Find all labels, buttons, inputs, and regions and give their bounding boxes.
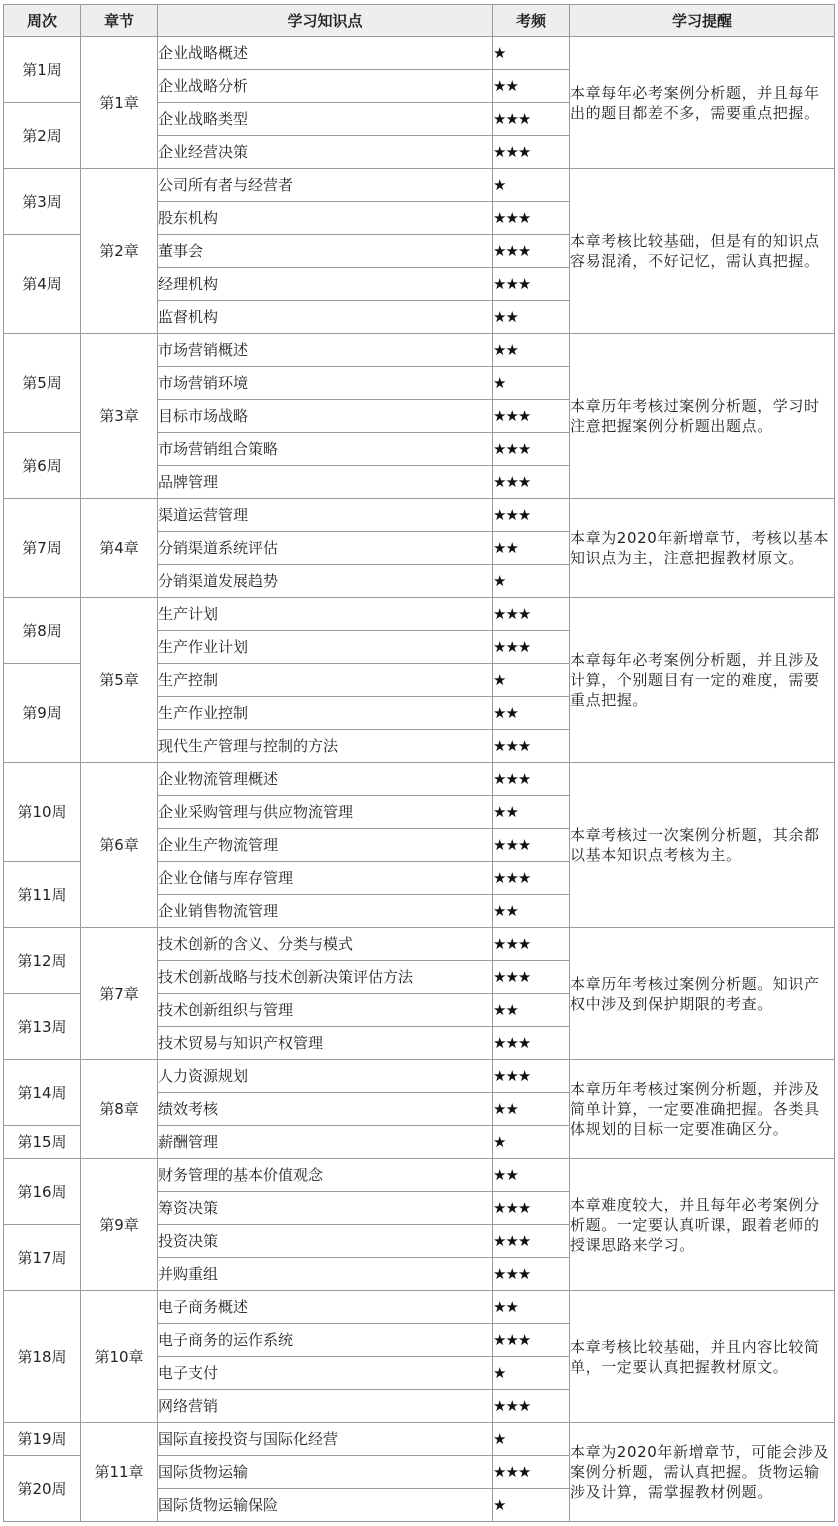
week-header: 周次 — [4, 5, 81, 37]
frequency-stars: ★★★ — [493, 1192, 570, 1225]
chapter-cell: 第1章 — [81, 37, 158, 169]
frequency-stars: ★★★ — [493, 1390, 570, 1423]
topic-cell: 渠道运营管理 — [158, 499, 493, 532]
table-row — [4, 334, 835, 367]
frequency-stars: ★★★ — [493, 961, 570, 994]
topic-cell: 股东机构 — [158, 202, 493, 235]
frequency-stars: ★★★ — [493, 1225, 570, 1258]
week-cell: 第2周 — [4, 103, 81, 169]
frequency-stars: ★★★ — [493, 103, 570, 136]
topic-cell: 薪酬管理 — [158, 1126, 493, 1159]
topic-header: 学习知识点 — [158, 5, 493, 37]
frequency-stars: ★★ — [493, 334, 570, 367]
week-cell: 第13周 — [4, 994, 81, 1060]
topic-cell: 生产计划 — [158, 598, 493, 631]
topic-cell: 国际货物运输 — [158, 1456, 493, 1489]
topic-cell: 目标市场战略 — [158, 400, 493, 433]
table-row — [4, 1423, 835, 1456]
table-row — [4, 37, 835, 70]
week-cell: 第1周 — [4, 37, 81, 103]
topic-cell: 人力资源规划 — [158, 1060, 493, 1093]
frequency-stars: ★★★ — [493, 466, 570, 499]
topic-cell: 企业经营决策 — [158, 136, 493, 169]
chapter-cell: 第8章 — [81, 1060, 158, 1159]
topic-cell: 技术贸易与知识产权管理 — [158, 1027, 493, 1060]
topic-cell: 企业销售物流管理 — [158, 895, 493, 928]
topic-cell: 国际货物运输保险 — [158, 1489, 493, 1522]
frequency-stars: ★★★ — [493, 268, 570, 301]
table-row — [4, 598, 835, 631]
topic-cell: 分销渠道系统评估 — [158, 532, 493, 565]
week-cell: 第15周 — [4, 1126, 81, 1159]
week-cell: 第11周 — [4, 862, 81, 928]
chapter-cell: 第10章 — [81, 1291, 158, 1423]
topic-cell: 监督机构 — [158, 301, 493, 334]
topic-cell: 市场营销组合策略 — [158, 433, 493, 466]
frequency-stars: ★★★ — [493, 631, 570, 664]
table-row — [4, 763, 835, 796]
week-cell: 第16周 — [4, 1159, 81, 1225]
frequency-stars: ★★★ — [493, 235, 570, 268]
frequency-stars: ★★★ — [493, 1324, 570, 1357]
topic-cell: 企业战略概述 — [158, 37, 493, 70]
topic-cell: 投资决策 — [158, 1225, 493, 1258]
topic-cell: 技术创新组织与管理 — [158, 994, 493, 1027]
table-row — [4, 1159, 835, 1192]
week-cell: 第20周 — [4, 1456, 81, 1522]
chapter-cell: 第7章 — [81, 928, 158, 1060]
topic-cell: 并购重组 — [158, 1258, 493, 1291]
topic-cell: 绩效考核 — [158, 1093, 493, 1126]
frequency-stars: ★★ — [493, 1159, 570, 1192]
topic-cell: 网络营销 — [158, 1390, 493, 1423]
topic-cell: 经理机构 — [158, 268, 493, 301]
topic-cell: 生产控制 — [158, 664, 493, 697]
week-cell: 第9周 — [4, 664, 81, 763]
frequency-stars: ★ — [493, 1357, 570, 1390]
topic-cell: 企业物流管理概述 — [158, 763, 493, 796]
week-cell: 第12周 — [4, 928, 81, 994]
table-row — [4, 499, 835, 532]
frequency-stars: ★★ — [493, 1291, 570, 1324]
topic-cell: 公司所有者与经营者 — [158, 169, 493, 202]
frequency-stars: ★★ — [493, 301, 570, 334]
topic-cell: 电子商务概述 — [158, 1291, 493, 1324]
topic-cell: 董事会 — [158, 235, 493, 268]
frequency-stars: ★ — [493, 367, 570, 400]
table-row — [4, 1291, 835, 1324]
week-cell: 第18周 — [4, 1291, 81, 1423]
frequency-stars: ★★ — [493, 994, 570, 1027]
topic-cell: 国际直接投资与国际化经营 — [158, 1423, 493, 1456]
topic-cell: 分销渠道发展趋势 — [158, 565, 493, 598]
topic-cell: 企业战略分析 — [158, 70, 493, 103]
table-row — [4, 169, 835, 202]
frequency-stars: ★★★ — [493, 763, 570, 796]
topic-cell: 筹资决策 — [158, 1192, 493, 1225]
chapter-cell: 第5章 — [81, 598, 158, 763]
frequency-stars: ★★★ — [493, 829, 570, 862]
topic-cell: 企业仓储与库存管理 — [158, 862, 493, 895]
tip-cell: 本章为2020年新增章节，可能会涉及案例分析题，需认真把握。货物运输涉及计算，需掌握教材例题。 — [570, 1423, 835, 1522]
week-cell: 第6周 — [4, 433, 81, 499]
frequency-header: 考频 — [493, 5, 570, 37]
chapter-header: 章节 — [81, 5, 158, 37]
frequency-stars: ★ — [493, 1126, 570, 1159]
frequency-stars: ★★ — [493, 697, 570, 730]
tip-cell: 本章考核比较基础，并且内容比较简单，一定要认真把握教材原文。 — [570, 1291, 835, 1423]
week-cell: 第8周 — [4, 598, 81, 664]
tip-cell: 本章历年考核过案例分析题，并涉及简单计算，一定要准确把握。各类具体规划的目标一定要准确区分。 — [570, 1060, 835, 1159]
frequency-stars: ★★★ — [493, 1027, 570, 1060]
frequency-stars: ★★★ — [493, 928, 570, 961]
topic-cell: 生产作业控制 — [158, 697, 493, 730]
frequency-stars: ★★ — [493, 1093, 570, 1126]
frequency-stars: ★★ — [493, 895, 570, 928]
frequency-stars: ★ — [493, 565, 570, 598]
topic-cell: 现代生产管理与控制的方法 — [158, 730, 493, 763]
frequency-stars: ★ — [493, 1489, 570, 1522]
topic-cell: 电子支付 — [158, 1357, 493, 1390]
frequency-stars: ★★ — [493, 796, 570, 829]
tip-cell: 本章难度较大，并且每年必考案例分析题。一定要认真听课，跟着老师的授课思路来学习。 — [570, 1159, 835, 1291]
frequency-stars: ★ — [493, 169, 570, 202]
frequency-stars: ★★★ — [493, 400, 570, 433]
chapter-cell: 第9章 — [81, 1159, 158, 1291]
week-cell: 第19周 — [4, 1423, 81, 1456]
topic-cell: 企业战略类型 — [158, 103, 493, 136]
study-plan-table — [3, 4, 835, 1522]
frequency-stars: ★★★ — [493, 1060, 570, 1093]
tip-cell: 本章考核过一次案例分析题，其余都以基本知识点考核为主。 — [570, 763, 835, 928]
tip-cell: 本章每年必考案例分析题，并且涉及计算，个别题目有一定的难度，需要重点把握。 — [570, 598, 835, 763]
frequency-stars: ★ — [493, 1423, 570, 1456]
topic-cell: 电子商务的运作系统 — [158, 1324, 493, 1357]
tip-cell: 本章为2020年新增章节，考核以基本知识点为主，注意把握教材原文。 — [570, 499, 835, 598]
frequency-stars: ★★ — [493, 532, 570, 565]
topic-cell: 市场营销概述 — [158, 334, 493, 367]
week-cell: 第7周 — [4, 499, 81, 598]
frequency-stars: ★★★ — [493, 862, 570, 895]
tip-header: 学习提醒 — [570, 5, 835, 37]
frequency-stars: ★★★ — [493, 433, 570, 466]
week-cell: 第4周 — [4, 235, 81, 334]
table-body — [4, 37, 835, 1522]
tip-cell: 本章考核比较基础，但是有的知识点容易混淆，不好记忆，需认真把握。 — [570, 169, 835, 334]
table-row — [4, 928, 835, 961]
week-cell: 第10周 — [4, 763, 81, 862]
chapter-cell: 第3章 — [81, 334, 158, 499]
table-row — [4, 1060, 835, 1093]
topic-cell: 品牌管理 — [158, 466, 493, 499]
chapter-cell: 第2章 — [81, 169, 158, 334]
week-cell: 第3周 — [4, 169, 81, 235]
tip-cell: 本章历年考核过案例分析题。知识产权中涉及到保护期限的考查。 — [570, 928, 835, 1060]
topic-cell: 市场营销环境 — [158, 367, 493, 400]
chapter-cell: 第4章 — [81, 499, 158, 598]
topic-cell: 生产作业计划 — [158, 631, 493, 664]
week-cell: 第14周 — [4, 1060, 81, 1126]
chapter-cell: 第6章 — [81, 763, 158, 928]
frequency-stars: ★ — [493, 37, 570, 70]
frequency-stars: ★ — [493, 664, 570, 697]
topic-cell: 技术创新的含义、分类与模式 — [158, 928, 493, 961]
frequency-stars: ★★ — [493, 70, 570, 103]
week-cell: 第17周 — [4, 1225, 81, 1291]
topic-cell: 企业生产物流管理 — [158, 829, 493, 862]
frequency-stars: ★★★ — [493, 730, 570, 763]
tip-cell: 本章历年考核过案例分析题，学习时注意把握案例分析题出题点。 — [570, 334, 835, 499]
frequency-stars: ★★★ — [493, 1456, 570, 1489]
frequency-stars: ★★★ — [493, 499, 570, 532]
topic-cell: 财务管理的基本价值观念 — [158, 1159, 493, 1192]
header-row — [4, 5, 835, 37]
tip-cell: 本章每年必考案例分析题，并且每年出的题目都差不多，需要重点把握。 — [570, 37, 835, 169]
frequency-stars: ★★★ — [493, 202, 570, 235]
frequency-stars: ★★★ — [493, 1258, 570, 1291]
frequency-stars: ★★★ — [493, 136, 570, 169]
chapter-cell: 第11章 — [81, 1423, 158, 1522]
topic-cell: 企业采购管理与供应物流管理 — [158, 796, 493, 829]
frequency-stars: ★★★ — [493, 598, 570, 631]
week-cell: 第5周 — [4, 334, 81, 433]
topic-cell: 技术创新战略与技术创新决策评估方法 — [158, 961, 493, 994]
